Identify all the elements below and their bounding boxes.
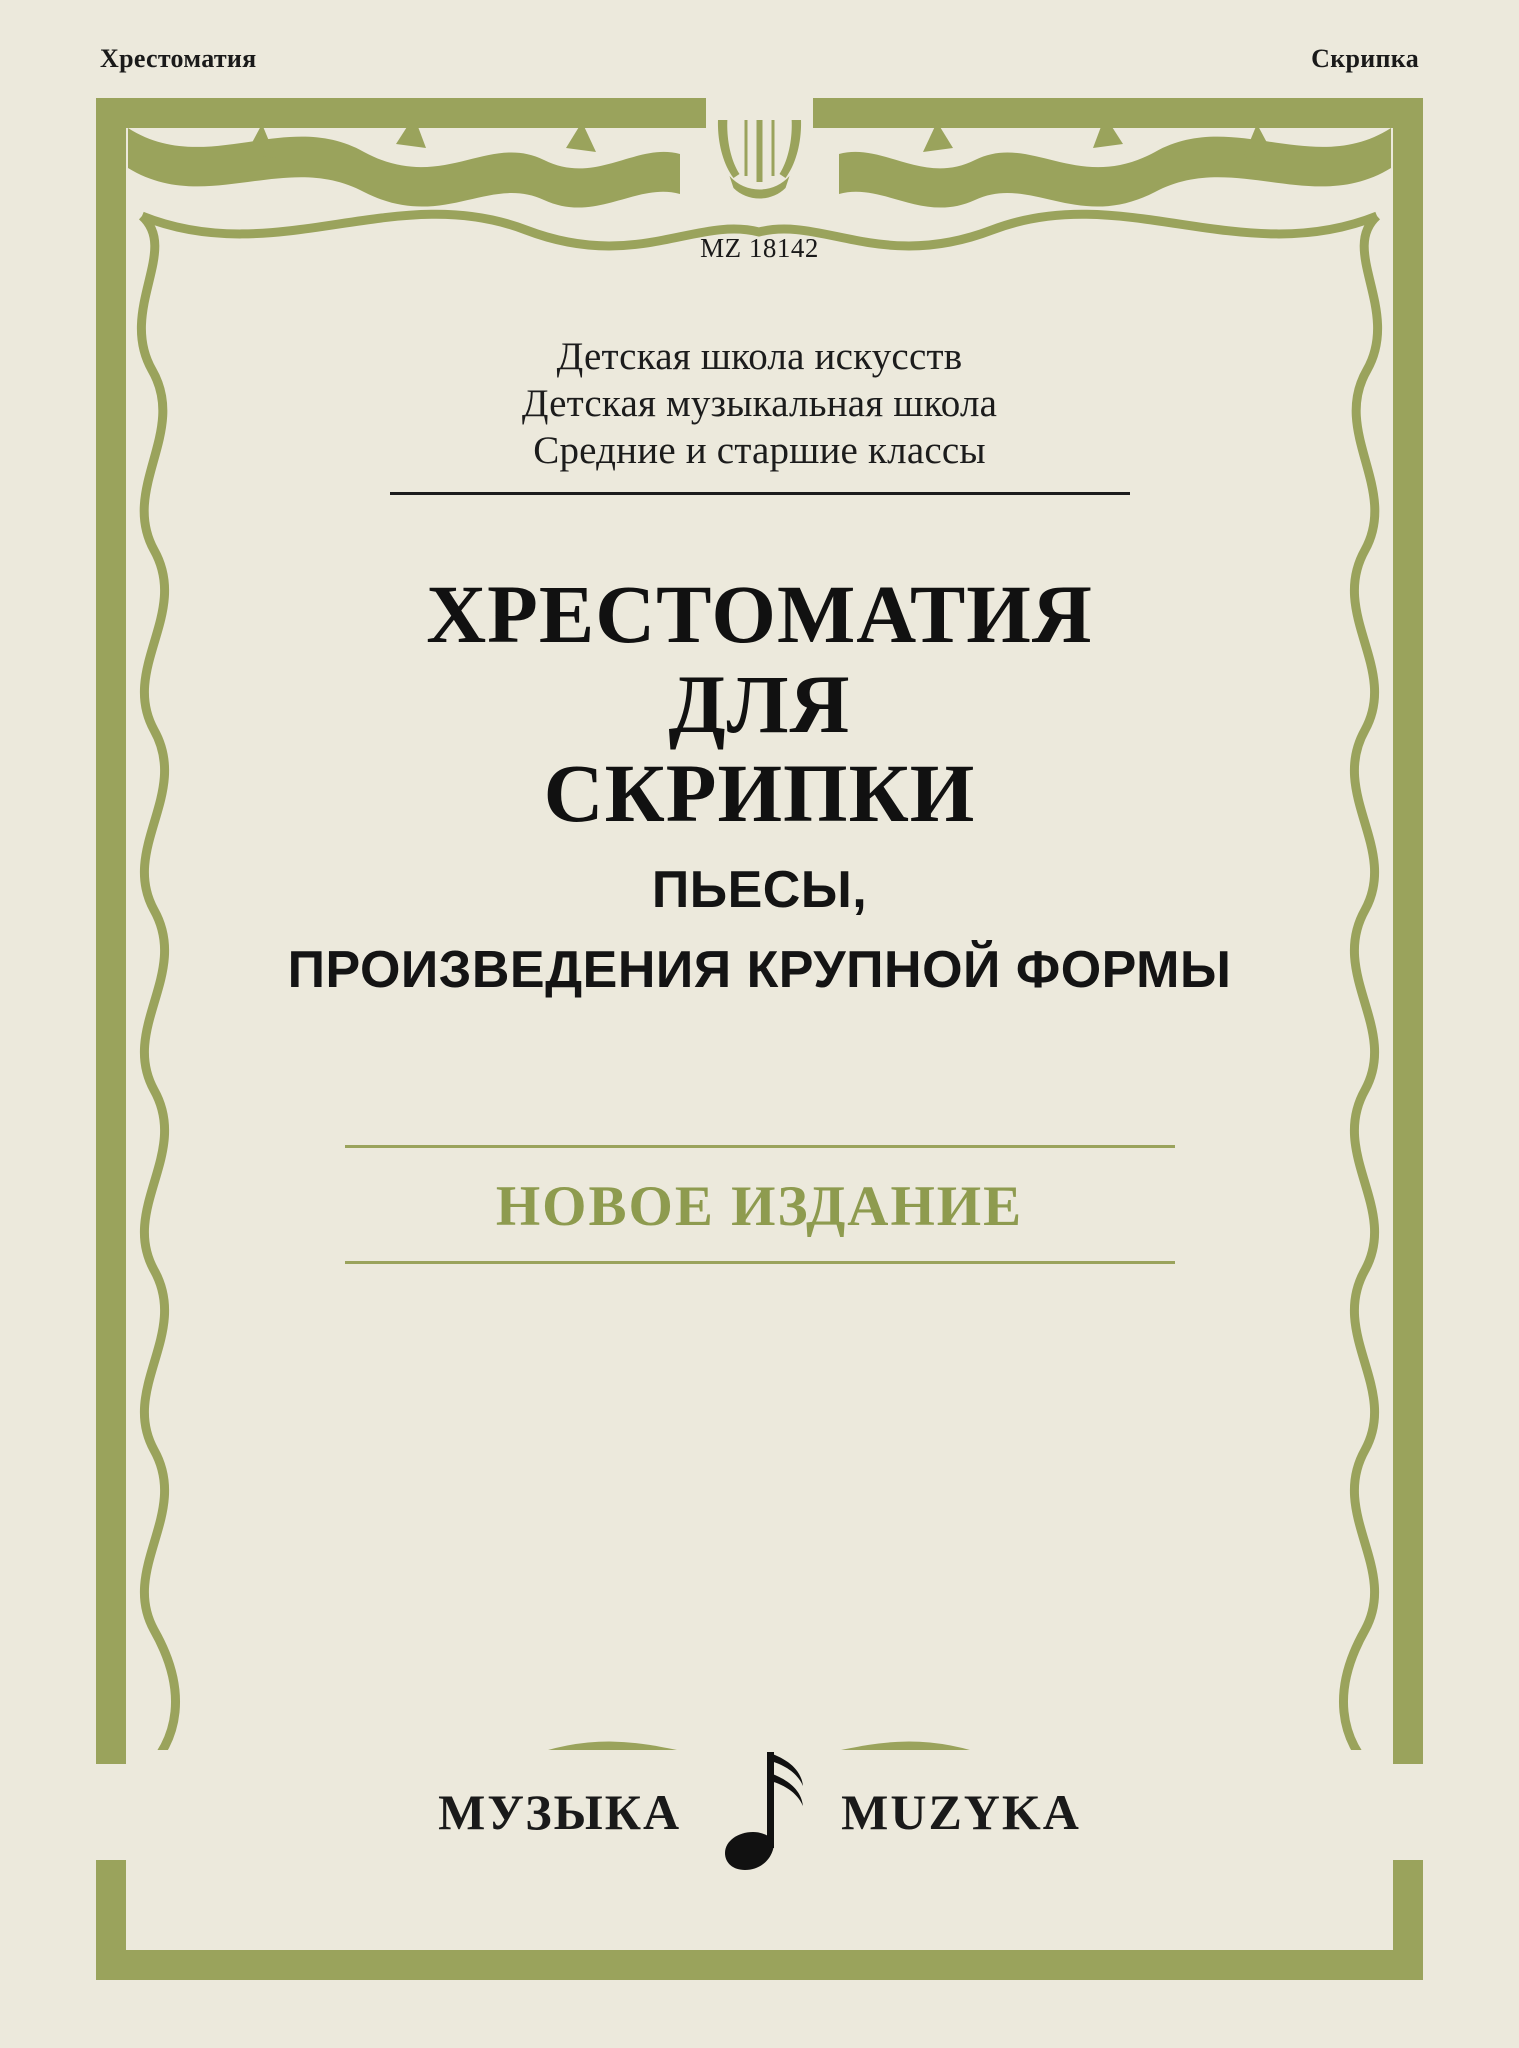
frame-bar-bottom [96, 1950, 1423, 1980]
catalogue-number: MZ 18142 [700, 233, 819, 263]
edition-divider-bottom [345, 1261, 1175, 1264]
lyre-icon [718, 120, 801, 199]
subtitle-line-1: Детская школа искусств [556, 335, 963, 378]
title-line-2: ДЛЯ [668, 657, 851, 750]
cover-header [100, 44, 1419, 74]
subtitle-line-3: Средние и старшие классы [533, 428, 986, 472]
subtitle-block [0, 334, 1519, 495]
publisher-name-cyrillic: МУЗЫКА [438, 1784, 682, 1840]
title-subline-2: ПРОИЗВЕДЕНИЯ КРУПНОЙ ФОРМЫ [287, 941, 1232, 1000]
header-series-label: Хрестоматия [100, 44, 257, 73]
title-subline-1: ПЬЕСЫ, [651, 860, 868, 919]
header-instrument-label: Скрипка [1311, 44, 1419, 73]
subtitle-line-2: Детская музыкальная школа [521, 381, 998, 425]
publisher-band [96, 1764, 1423, 1860]
edition-label: НОВОЕ ИЗДАНИЕ [495, 1175, 1024, 1238]
subtitle-divider [390, 492, 1130, 495]
title-block [0, 570, 1519, 999]
frame-bar-top-left [96, 98, 706, 128]
frame-bar-top-right [813, 98, 1423, 128]
publisher-name-latin: MUZYKA [841, 1784, 1081, 1840]
lyre-note-logo-icon [707, 1746, 815, 1878]
edition-banner [0, 1145, 1519, 1264]
title-line-3: СКРИПКИ [543, 747, 976, 840]
title-line-1: ХРЕСТОМАТИЯ [426, 568, 1093, 660]
